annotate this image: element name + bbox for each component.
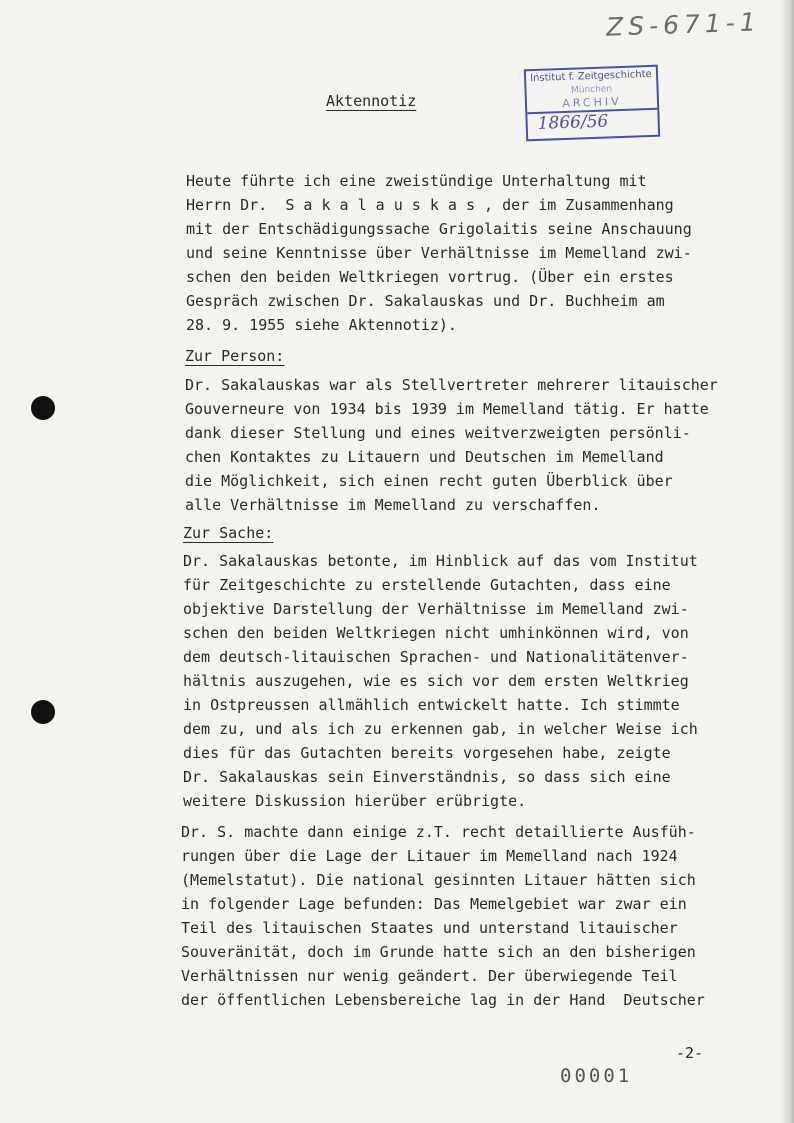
next-page-marker: -2-: [676, 1044, 704, 1062]
para3-line: Teil des litauischen Staates und unterstand litauischer: [181, 919, 678, 937]
person-line: Dr. Sakalauskas war als Stellvertreter mehrerer litauischer: [185, 376, 718, 394]
sache-line: hältnis auszugehen, wie es sich vor dem ersten Weltkrieg: [183, 672, 689, 690]
para3-line: Verhältnissen nur wenig geändert. Der überwiegende Teil: [181, 967, 678, 985]
archive-stamp: [524, 65, 660, 142]
person-line: Gouverneure von 1934 bis 1939 im Memelland tätig. Er hatte: [185, 400, 709, 418]
stamp-number: 1866/56: [537, 111, 609, 134]
folio-number: 00001: [560, 1065, 633, 1087]
sache-line: Dr. Sakalauskas sein Einverständnis, so dass sich eine: [183, 768, 671, 786]
stamp-label: ARCHIV: [562, 94, 622, 111]
para3-line: (Memelstatut). Die national gesinnten Litauer hätten sich: [181, 871, 696, 889]
person-line: dank dieser Stellung und eines weitverzweigten persönli-: [185, 424, 691, 442]
intro-line: Heute führte ich eine zweistündige Unterhaltung mit: [186, 172, 647, 190]
sache-line: dem zu, und als ich zu erkennen gab, in welcher Weise ich: [183, 720, 698, 738]
stamp-city: München: [570, 84, 613, 96]
punch-hole-top: [31, 396, 55, 420]
sache-line: für Zeitgeschichte zu erstellende Gutachten, dass eine: [183, 576, 671, 594]
document-title: Aktennotiz: [326, 92, 417, 110]
heading-person: Zur Person:: [185, 347, 285, 365]
sache-line: weitere Diskussion hierüber erübrigte.: [183, 792, 527, 810]
person-line: alle Verhältnisse im Memelland zu verschaffen.: [185, 496, 601, 514]
page-edge-shadow: [780, 0, 794, 1123]
para3-line: rungen über die Lage der Litauer im Memelland nach 1924: [181, 847, 678, 865]
stamp-institution: Institut f. Zeitgeschichte: [529, 68, 652, 85]
intro-line: 28. 9. 1955 siehe Aktennotiz).: [186, 316, 457, 334]
para3-line: in folgender Lage befunden: Das Memelgebiet war zwar ein: [181, 895, 687, 913]
archive-number: ZS-671-1: [605, 7, 762, 42]
punch-hole-bottom: [31, 700, 55, 724]
sache-line: objektive Darstellung der Verhältnisse im Memelland zwi-: [183, 600, 689, 618]
intro-line: und seine Kenntnisse über Verhältnisse im Memelland zwi-: [186, 244, 692, 262]
sache-line: dem deutsch-litauischen Sprachen- und Nationalitätenver-: [183, 648, 689, 666]
para3-line: Dr. S. machte dann einige z.T. recht detaillierte Ausfüh-: [181, 823, 696, 841]
intro-line: Herrn Dr. S a k a l a u s k a s , der im Zusammenhang: [186, 196, 674, 214]
intro-line: mit der Entschädigungssache Grigolaitis seine Anschauung: [186, 220, 692, 238]
sache-line: Dr. Sakalauskas betonte, im Hinblick auf das vom Institut: [183, 552, 698, 570]
intro-line: schen den beiden Weltkriegen vortrug. (Über ein erstes: [186, 268, 674, 286]
sache-line: dies für das Gutachten bereits vorgesehen habe, zeigte: [183, 744, 671, 762]
person-line: chen Kontaktes zu Litauern und Deutschen im Memelland: [185, 448, 664, 466]
para3-line: der öffentlichen Lebensbereiche lag in der Hand Deutscher: [181, 991, 705, 1009]
para3-line: Souveränität, doch im Grunde hatte sich an den bisherigen: [181, 943, 696, 961]
sache-line: in Ostpreussen allmählich entwickelt hatte. Ich stimmte: [183, 696, 680, 714]
heading-sache: Zur Sache:: [183, 524, 274, 542]
sache-line: schen den beiden Weltkriegen nicht umhinkönnen wird, von: [183, 624, 689, 642]
intro-line: Gespräch zwischen Dr. Sakalauskas und Dr. Buchheim am: [186, 292, 665, 310]
person-line: die Möglichkeit, sich einen recht guten Überblick über: [185, 472, 673, 490]
